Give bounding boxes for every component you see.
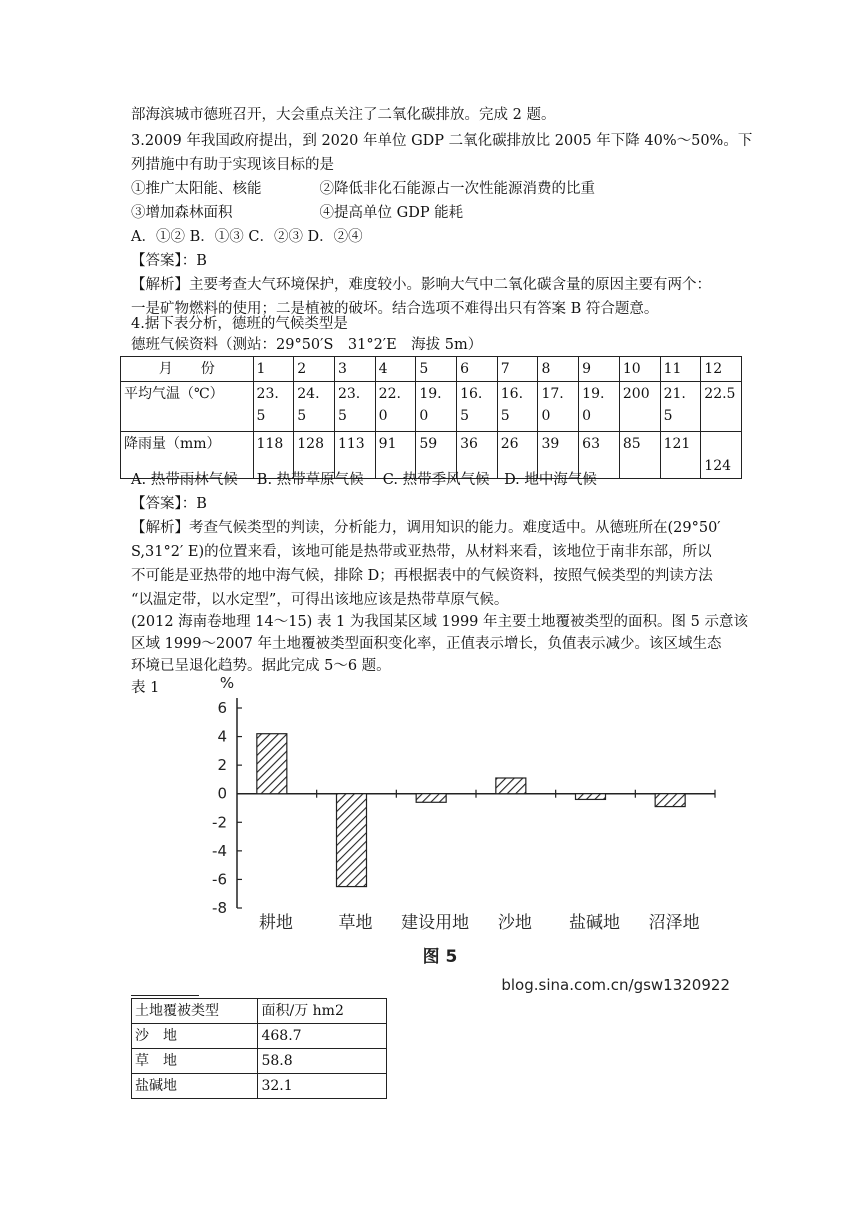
temperature-cell: 200 — [619, 382, 660, 432]
material-line: 环境已呈退化趋势。据此完成 5～6 题。 — [131, 658, 391, 674]
area-cell: 32.1 — [258, 1074, 387, 1099]
y-tick-label: -4 — [212, 841, 227, 860]
bar-草地 — [337, 794, 367, 887]
rainfall-cell: 113 — [334, 432, 375, 479]
option-line: ①推广太阳能、核能 ②降低非化石能源占一次性能源消费的比重 — [131, 181, 595, 197]
y-tick-label: 6 — [217, 699, 227, 717]
y-tick-label: -6 — [212, 870, 227, 889]
rainfall-cell: 121 — [660, 432, 701, 479]
paragraph-line: 列措施中有助于实现该目标的是 — [131, 157, 334, 173]
bar-沙地 — [496, 778, 526, 794]
category-label: 沼泽地 — [648, 913, 700, 933]
temperature-cell: 23. 5 — [334, 382, 375, 432]
rainfall-cell: 59 — [416, 432, 457, 479]
y-tick-label: -8 — [212, 899, 227, 917]
category-label: 草地 — [338, 913, 373, 933]
area-cell: 面积/万 hm2 — [258, 999, 387, 1024]
table-caption: 德班气候资料（测站：29°50′S 31°2′E 海拔 5m） — [131, 337, 483, 353]
table-row — [121, 382, 742, 432]
land-type-cell: 草 地 — [132, 1049, 258, 1074]
answer-line: 【答案】：B — [131, 496, 207, 512]
month-cell: 6 — [457, 357, 498, 382]
temperature-cell: 22. 0 — [375, 382, 416, 432]
category-label: 耕地 — [258, 913, 293, 933]
temperature-cell: 17. 0 — [538, 382, 579, 432]
analysis-line: S,31°2′ E)的位置来看，该地可能是热带或亚热带，从材料来看，该地位于南非东部，所以 — [131, 544, 712, 560]
rainfall-cell: 39 — [538, 432, 579, 479]
month-cell: 11 — [660, 357, 701, 382]
option-line: ③增加森林面积 ④提高单位 GDP 能耗 — [131, 205, 464, 221]
rainfall-cell: 124 — [701, 432, 742, 479]
month-cell: 9 — [579, 357, 620, 382]
material-line: 区域 1999～2007 年土地覆被类型面积变化率，正值表示增长，负值表示减少。该区域生态 — [131, 636, 722, 652]
paragraph-line: 部海滨城市德班召开，大会重点关注了二氧化碳排放。完成 2 题。 — [131, 107, 556, 123]
month-cell: 10 — [619, 357, 660, 382]
choices-line: A. 热带雨林气候 B. 热带草原气候 C. 热带季风气候 D. 地中海气候 — [131, 472, 597, 488]
temperature-cell: 21. 5 — [660, 382, 701, 432]
answer-line: 【答案】：B — [131, 253, 207, 269]
y-tick-label: 4 — [217, 727, 227, 746]
row-label: 平均气温（℃） — [121, 382, 254, 432]
rainfall-cell: 63 — [579, 432, 620, 479]
analysis-line: 不可能是亚热带的地中海气候，排除 D；再根据表中的气候资料，按照气候类型的判读方法 — [131, 568, 713, 584]
temperature-cell: 16. 5 — [457, 382, 498, 432]
table-row — [132, 1024, 387, 1049]
land-type-cell: 盐碱地 — [132, 1074, 258, 1099]
month-cell: 1 — [253, 357, 294, 382]
y-tick-label: 2 — [217, 756, 227, 775]
rainfall-cell: 26 — [497, 432, 538, 479]
month-cell: 7 — [497, 357, 538, 382]
question-4: 4.据下表分析，德班的气候类型是 — [131, 316, 348, 332]
month-cell: 8 — [538, 357, 579, 382]
climate-table — [120, 356, 742, 479]
choices-line: A．①② B．①③ C．②③ D．②④ — [131, 229, 363, 245]
rainfall-cell: 128 — [294, 432, 335, 479]
area-cell: 468.7 — [258, 1024, 387, 1049]
rainfall-cell: 85 — [619, 432, 660, 479]
temperature-cell: 19. 0 — [579, 382, 620, 432]
divider — [131, 995, 199, 996]
table-label: 表 1 — [131, 680, 160, 696]
bar-盐碱地 — [576, 794, 606, 800]
land-type-cell: 土地覆被类型 — [132, 999, 258, 1024]
month-cell: 12 — [701, 357, 742, 382]
category-label: 沙地 — [497, 913, 532, 933]
material-line: (2012 海南卷地理 14～15) 表 1 为我国某区域 1999 年主要土地覆被类型的面积。图 5 示意该 — [131, 614, 748, 630]
row-label: 降雨量（mm） — [121, 432, 254, 479]
temperature-cell: 24. 5 — [294, 382, 335, 432]
month-cell: 5 — [416, 357, 457, 382]
month-cell: 2 — [294, 357, 335, 382]
table-row — [132, 999, 387, 1024]
question-3: 3.2009 年我国政府提出，到 2020 年单位 GDP 二氧化碳排放比 2005 年下降 40%～50%。下 — [131, 133, 753, 149]
watermark: blog.sina.com.cn/gsw1320922 — [501, 976, 730, 993]
analysis-line: 【解析】主要考查大气环境保护，难度较小。影响大气中二氧化碳含量的原因主要有两个： — [131, 277, 711, 293]
analysis-line: 一是矿物燃料的使用；二是植被的破坏。结合选项不难得出只有答案 B 符合题意。 — [131, 301, 659, 317]
land-type-cell: 沙 地 — [132, 1024, 258, 1049]
month-cell: 3 — [334, 357, 375, 382]
y-tick-label: -2 — [212, 813, 227, 832]
temperature-cell: 23. 5 — [253, 382, 294, 432]
temperature-cell: 16. 5 — [497, 382, 538, 432]
temperature-cell: 22.5 — [701, 382, 742, 432]
rainfall-cell: 36 — [457, 432, 498, 479]
analysis-line: “以温定带，以水定型”，可得出该地应该是热带草原气候。 — [131, 592, 509, 608]
table-row — [121, 357, 742, 382]
analysis-line: 【解析】考查气候类型的判读，分析能力，调用知识的能力。难度适中。从德班所在(29°50′ — [131, 520, 721, 536]
table-row — [132, 1049, 387, 1074]
y-tick-label: 0 — [217, 784, 227, 803]
bar-chart — [140, 668, 740, 993]
bar-耕地 — [257, 734, 287, 794]
month-cell: 4 — [375, 357, 416, 382]
rainfall-cell: 118 — [253, 432, 294, 479]
bar-建设用地 — [416, 794, 446, 803]
table-row — [132, 1074, 387, 1099]
category-label: 盐碱地 — [569, 913, 620, 933]
temperature-cell: 19. 0 — [416, 382, 457, 432]
category-label: 建设用地 — [401, 913, 470, 933]
rainfall-cell: 91 — [375, 432, 416, 479]
row-label: 月 份 — [121, 357, 254, 382]
y-unit-label: % — [219, 674, 235, 692]
figure-title: 图 5 — [422, 947, 458, 967]
bar-沼泽地 — [655, 794, 685, 807]
area-cell: 58.8 — [258, 1049, 387, 1074]
land-cover-table — [131, 998, 387, 1099]
